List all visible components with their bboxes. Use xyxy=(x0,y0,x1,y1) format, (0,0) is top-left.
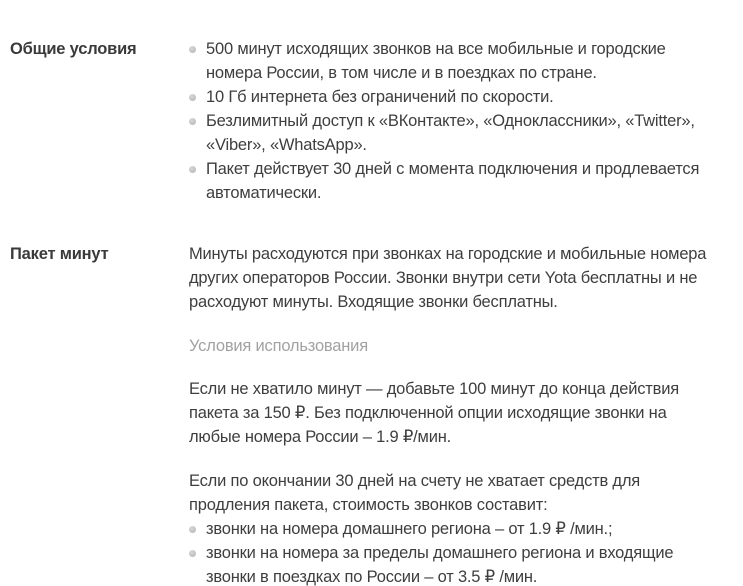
list-item xyxy=(189,109,709,157)
expiry-rates-list xyxy=(189,517,709,586)
list-item-text: Безлимитный доступ к «ВКонтакте», «Одноклассники», «Twitter», «Viber», «WhatsApp». xyxy=(206,112,695,154)
add-minutes-paragraph: Если не хватило минут — добавьте 100 минут до конца действия пакета за 150 ₽. Без подключенной опции исходящие звонки на любые номера России – 1.9 ₽/мин. xyxy=(189,380,679,446)
section-minutes-package xyxy=(10,242,707,586)
list-item xyxy=(189,37,709,85)
expiry-paragraph: Если по окончании 30 дней на счету не хватает средств для продления пакета, стоимость звонков составит: xyxy=(189,472,641,514)
list-item-text: Пакет действует 30 дней с момента подключения и продлевается автоматически. xyxy=(206,160,700,202)
section-body-general xyxy=(189,37,709,205)
list-item xyxy=(189,541,709,586)
section-general-conditions xyxy=(10,37,707,205)
list-item xyxy=(189,517,709,541)
list-item xyxy=(189,157,709,205)
list-item-text: 10 Гб интернета без ограничений по скорости. xyxy=(206,88,554,106)
bullet-icon xyxy=(189,94,196,101)
list-item-text: звонки на номера домашнего региона – от 1.9 ₽ /мин.; xyxy=(206,520,613,538)
usage-conditions-heading: Условия использования xyxy=(189,337,368,355)
list-item-text: звонки на номера за пределы домашнего региона и входящие звонки в поездках по России – от 3.5 ₽ /мин. xyxy=(206,544,674,586)
bullet-icon xyxy=(189,550,196,557)
bullet-icon xyxy=(189,118,196,125)
general-conditions-list xyxy=(189,37,709,205)
list-item-text: 500 минут исходящих звонков на все мобильные и городские номера России, в том числе и в поездках по стране. xyxy=(206,40,666,82)
section-label-minutes: Пакет минут xyxy=(10,245,109,263)
section-body-minutes xyxy=(189,242,709,586)
list-item xyxy=(189,85,709,109)
bullet-icon xyxy=(189,166,196,173)
bullet-icon xyxy=(189,46,196,53)
minutes-intro-paragraph: Минуты расходуются при звонках на городские и мобильные номера других операторов России. Звонки внутри сети Yota бесплатны и не расходуют минуты. Входящие звонки бесплатны. xyxy=(189,245,707,311)
section-label-general: Общие условия xyxy=(10,40,137,58)
bullet-icon xyxy=(189,526,196,533)
